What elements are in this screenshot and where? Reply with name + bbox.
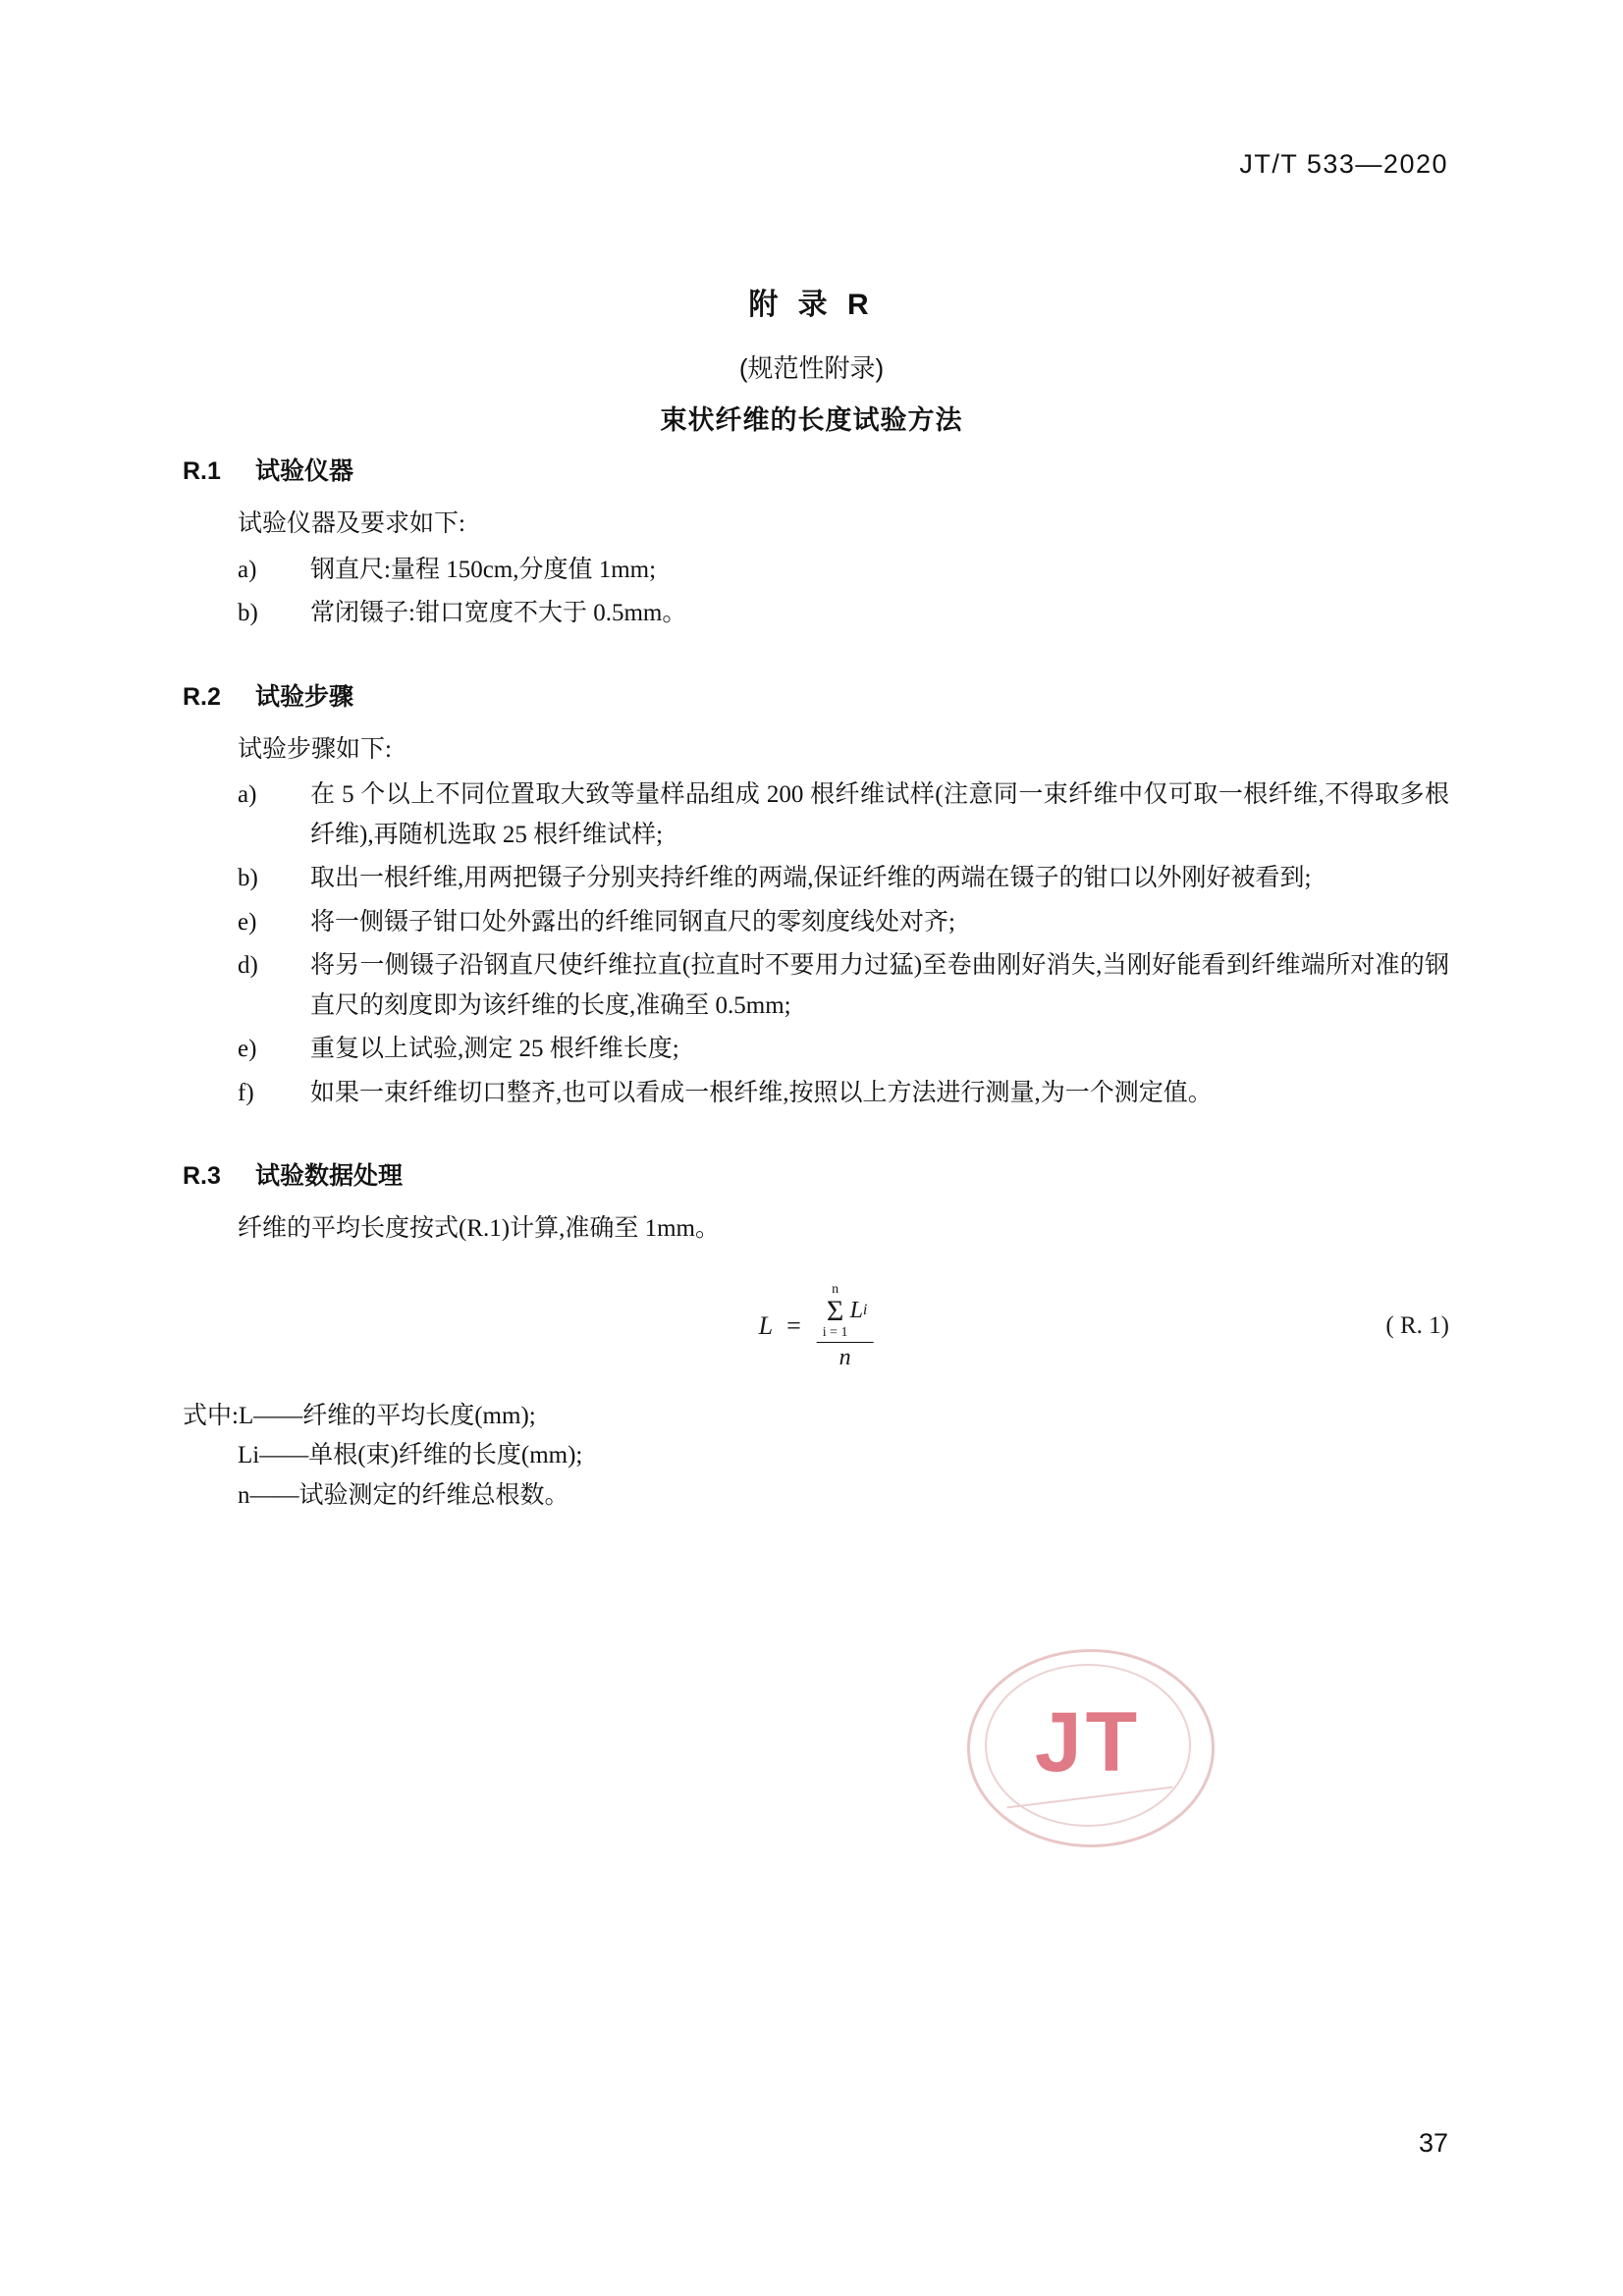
definition-line — [238, 1476, 1449, 1517]
annex-title-block — [0, 280, 1623, 437]
list-marker: a) — [238, 556, 257, 583]
sum-upper-limit: n — [832, 1281, 839, 1297]
section-number-r2: R.2 — [183, 682, 221, 711]
list-marker: b) — [238, 865, 258, 891]
definition-text: Li——单根(束)纤维的长度(mm); — [238, 1442, 583, 1468]
list-text: 如果一束纤维切口整齐,也可以看成一根纤维,按照以上方法进行测量,为一个测定值。 — [310, 1079, 1213, 1106]
annex-label: 附 录 R — [748, 289, 875, 321]
formula-average-length — [759, 1283, 874, 1371]
equation-number: ( R. 1) — [1385, 1311, 1449, 1339]
definitions-lead: 式中: — [183, 1402, 239, 1429]
summation-operator — [823, 1283, 848, 1340]
formula-row — [183, 1271, 1449, 1389]
formula-equals: = — [786, 1311, 801, 1341]
numerator-subscript: i — [862, 1302, 868, 1319]
list-item — [238, 551, 1449, 591]
section-title-r3: 试验数据处理 — [255, 1162, 404, 1190]
section-intro-r2: 试验步骤如下: — [238, 735, 392, 763]
list-text: 在 5 个以上不同位置取大致等量样品组成 200 根纤维试样(注意同一束纤维中仅可取一根纤维,不得取多根纤维),再随机选取 25 根纤维试样; — [310, 781, 1449, 848]
list-text: 取出一根纤维,用两把镊子分别夹持纤维的两端,保证纤维的两端在镊子的钳口以外刚好被看到; — [310, 865, 1312, 891]
section-number-r3: R.3 — [183, 1162, 221, 1190]
document-body — [183, 452, 1449, 1516]
section-heading-r2 — [183, 677, 1449, 713]
definitions-block — [183, 1397, 1449, 1517]
formula-lhs: L — [758, 1311, 774, 1341]
list-marker: b) — [238, 600, 258, 626]
list-marker: a) — [238, 781, 257, 808]
list-item — [238, 1030, 1449, 1070]
jt-watermark — [967, 1649, 1213, 1845]
formula-denominator: n — [839, 1345, 851, 1370]
sum-lower-limit: i = 1 — [822, 1324, 848, 1340]
section-title-r2: 试验步骤 — [255, 682, 354, 711]
list-marker: e) — [238, 1036, 257, 1062]
list-text: 将另一侧镊子沿钢直尺使纤维拉直(拉直时不要用力过猛)至卷曲刚好消失,当刚好能看到纤维端所对准的钢直尺的刻度即为该纤维的长度,准确至 0.5mm; — [310, 952, 1449, 1019]
list-item — [238, 859, 1449, 899]
numerator-term: L — [849, 1297, 863, 1323]
sigma-icon: Σ — [826, 1294, 844, 1327]
section-title-r1: 试验仪器 — [255, 457, 354, 485]
list-text: 将一侧镊子钳口处外露出的纤维同钢直尺的零刻度线处对齐; — [310, 908, 955, 935]
list-item — [238, 903, 1449, 943]
list-text: 重复以上试验,测定 25 根纤维长度; — [310, 1036, 679, 1062]
definition-text: n——试验测定的纤维总根数。 — [238, 1481, 569, 1509]
list-item — [238, 594, 1449, 634]
section-number-r1: R.1 — [183, 457, 221, 485]
list-text: 钢直尺:量程 150cm,分度值 1mm; — [310, 556, 657, 583]
list-marker: d) — [238, 952, 258, 979]
section-intro-r3: 纤维的平均长度按式(R.1)计算,准确至 1mm。 — [238, 1215, 720, 1242]
formula-numerator — [817, 1283, 874, 1342]
formula-fraction — [817, 1283, 874, 1371]
list-text: 常闭镊子:钳口宽度不大于 0.5mm。 — [310, 600, 687, 626]
page-number: 37 — [1418, 2128, 1448, 2158]
section-intro-r1: 试验仪器及要求如下: — [238, 510, 465, 537]
annex-kind: (规范性附录) — [738, 353, 885, 383]
definition-line — [183, 1397, 1449, 1437]
definition-text: L——纤维的平均长度(mm); — [238, 1402, 536, 1429]
page-header-standard-code: JT/T 533—2020 — [1239, 149, 1448, 179]
watermark-text: JT — [1034, 1695, 1142, 1789]
list-marker: e) — [238, 908, 257, 935]
section-heading-r3 — [183, 1156, 1449, 1192]
annex-name: 束状纤维的长度试验方法 — [660, 405, 963, 435]
list-item — [238, 775, 1449, 855]
list-item — [238, 946, 1449, 1026]
section-heading-r1 — [183, 452, 1449, 487]
list-marker: f) — [238, 1079, 254, 1106]
list-item — [238, 1074, 1449, 1114]
definition-line — [238, 1436, 1449, 1476]
